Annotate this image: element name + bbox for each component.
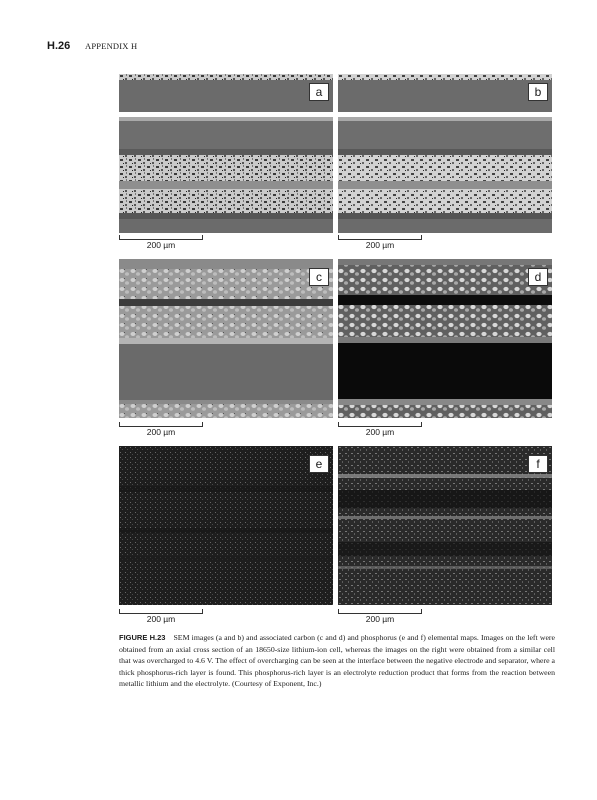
carbon-map-c-figure xyxy=(119,259,333,418)
caption-text: SEM images (a and b) and associated carbon (c and d) and phosphorus (e and f) elemental maps. Images on the left were obtained from an axial cross section of an 18650-size lithium-ion cell, whereas the images on the right were obtained from a similar cell that was overcharged to 4.6 V. The effect of overcharging can be seen at the interface between the negative electrode and separator, where a thick phosphorus-rich layer is found. This phosphorus-rich layer is an electrolyte reduction product that forms from the reaction between metallic lithium and the electrolyte. (Courtesy of Exponent, Inc.) xyxy=(119,633,555,688)
page-number: H.26 xyxy=(47,40,71,52)
scale-bar-label: 200 µm xyxy=(365,614,395,624)
sem-image-a xyxy=(119,74,333,233)
sem-image-b xyxy=(338,74,552,233)
phosphorus-map-e-figure xyxy=(119,446,333,605)
sem-image-b-figure xyxy=(338,74,552,233)
sem-image-a-figure xyxy=(119,74,333,233)
panel-label: e xyxy=(309,455,329,473)
figure-label: FIGURE H.23 xyxy=(119,633,166,642)
panel-label: c xyxy=(309,268,329,286)
panel-label: b xyxy=(528,83,548,101)
scale-bar-label: 200 µm xyxy=(146,427,176,437)
carbon-map-d-figure xyxy=(338,259,552,418)
scale-bar-label: 200 µm xyxy=(365,240,395,250)
carbon-map-c xyxy=(119,259,333,418)
phosphorus-map-f-figure xyxy=(338,446,552,605)
scale-bar-label: 200 µm xyxy=(146,614,176,624)
scale-bar-label: 200 µm xyxy=(146,240,176,250)
running-header xyxy=(47,40,137,52)
phosphorus-map-f xyxy=(338,446,552,605)
panel-label: d xyxy=(528,268,548,286)
scale-bar-label: 200 µm xyxy=(365,427,395,437)
carbon-map-d xyxy=(338,259,552,418)
figure-caption xyxy=(119,632,555,690)
section-title: APPENDIX H xyxy=(85,41,138,51)
panel-label: f xyxy=(528,455,548,473)
panel-label: a xyxy=(309,83,329,101)
phosphorus-map-e xyxy=(119,446,333,605)
